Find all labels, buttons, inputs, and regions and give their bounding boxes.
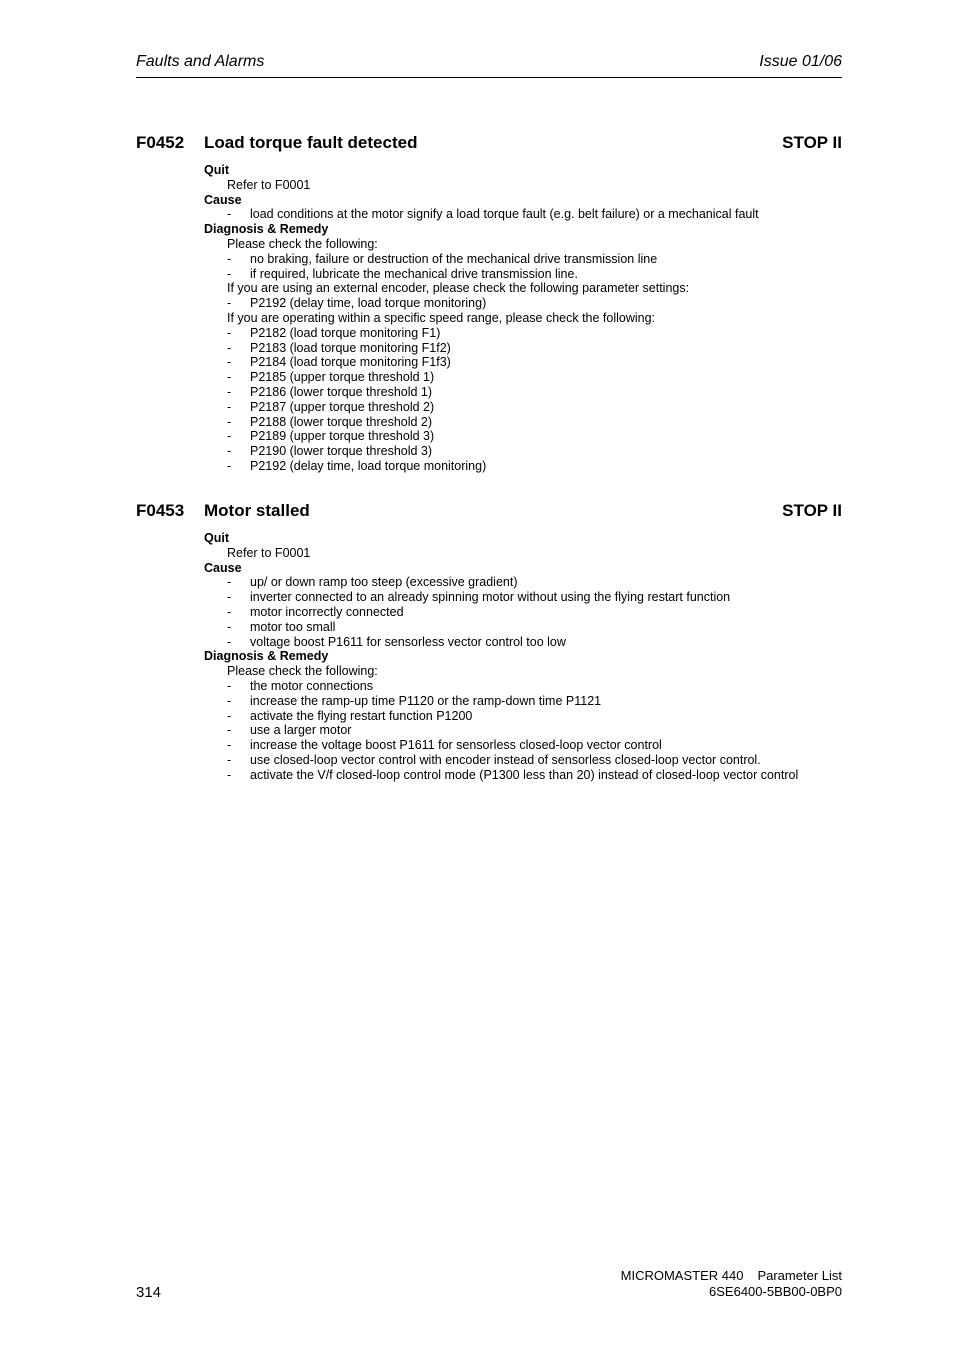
remedy-item: - the motor connections	[227, 678, 373, 693]
remedy-item: - increase the voltage boost P1611 for sensorless closed-loop vector control	[227, 738, 662, 753]
remedy-label: Diagnosis & Remedy	[204, 222, 329, 237]
fault-code: F0452	[136, 133, 185, 152]
quit-text: Refer to F0001	[227, 177, 311, 192]
fault-body	[204, 163, 842, 474]
remedy-item: - use closed-loop vector control with encoder instead of sensorless closed-loop vector control.	[227, 752, 761, 767]
cause-item: - load conditions at the motor signify a load torque fault (e.g. belt failure) or a mechanical fault	[227, 207, 759, 222]
remedy-item: - no braking, failure or destruction of the mechanical drive transmission line	[227, 251, 658, 266]
cause-label: Cause	[204, 192, 242, 207]
quit-label: Quit	[204, 531, 229, 545]
fault-body	[204, 531, 842, 783]
remedy-item: - increase the ramp-up time P1120 or the ramp-down time P1121	[227, 693, 602, 708]
speed-item: - P2182 (load torque monitoring F1)	[227, 325, 441, 340]
quit-text: Refer to F0001	[227, 545, 311, 560]
footer-doc-type: Parameter List	[757, 1268, 842, 1283]
cause-label: Cause	[204, 560, 242, 575]
speed-item: - P2187 (upper torque threshold 2)	[227, 399, 435, 414]
cause-item: - motor incorrectly connected	[227, 604, 404, 619]
page-number: 314	[136, 1284, 162, 1301]
speed-item: - P2189 (upper torque threshold 3)	[227, 429, 435, 444]
fault-stop-type: STOP II	[782, 501, 842, 520]
header-section-title: Faults and Alarms	[136, 53, 265, 70]
cause-item: - motor too small	[227, 619, 336, 634]
footer-document-info	[621, 1268, 842, 1300]
encoder-intro: If you are using an external encoder, please check the following parameter settings:	[227, 281, 690, 296]
footer-product: MICROMASTER 440	[620, 1268, 744, 1283]
footer-order-number: 6SE6400-5BB00-0BP0	[709, 1284, 842, 1299]
speed-item: - P2188 (lower torque threshold 2)	[227, 414, 433, 429]
encoder-item: - P2192 (delay time, load torque monitoring)	[227, 296, 487, 311]
remedy-item: - activate the flying restart function P1200	[227, 708, 473, 723]
cause-item: - up/ or down ramp too steep (excessive gradient)	[227, 575, 518, 590]
remedy-item: - activate the V/f closed-loop control mode (P1300 less than 20) instead of closed-loop vector control	[227, 767, 799, 782]
header-issue: Issue 01/06	[759, 53, 842, 70]
speed-item: - P2192 (delay time, load torque monitoring)	[227, 458, 487, 473]
remedy-item: - if required, lubricate the mechanical drive transmission line.	[227, 266, 578, 281]
speed-item: - P2185 (upper torque threshold 1)	[227, 370, 435, 385]
speed-item: - P2186 (lower torque threshold 1)	[227, 384, 433, 399]
page-header	[136, 53, 842, 78]
fault-title: Motor stalled	[204, 501, 310, 520]
fault-heading	[136, 501, 842, 523]
remedy-intro: Please check the following:	[227, 236, 378, 251]
speed-range-intro: If you are operating within a specific speed range, please check the following:	[227, 310, 656, 325]
remedy-label: Diagnosis & Remedy	[204, 649, 329, 664]
speed-item: - P2184 (load torque monitoring F1f3)	[227, 355, 451, 370]
fault-title: Load torque fault detected	[204, 133, 418, 152]
fault-code: F0453	[136, 501, 185, 520]
speed-item: - P2183 (load torque monitoring F1f2)	[227, 340, 451, 355]
quit-label: Quit	[204, 163, 229, 177]
fault-f0453	[136, 501, 842, 783]
remedy-intro: Please check the following:	[227, 664, 378, 679]
fault-heading	[136, 133, 842, 155]
cause-item: - voltage boost P1611 for sensorless vector control too low	[227, 634, 566, 649]
cause-item: - inverter connected to an already spinning motor without using the flying restart function	[227, 590, 731, 605]
fault-f0452	[136, 133, 842, 474]
fault-stop-type: STOP II	[782, 133, 842, 152]
speed-item: - P2190 (lower torque threshold 3)	[227, 444, 433, 459]
remedy-item: - use a larger motor	[227, 723, 352, 738]
